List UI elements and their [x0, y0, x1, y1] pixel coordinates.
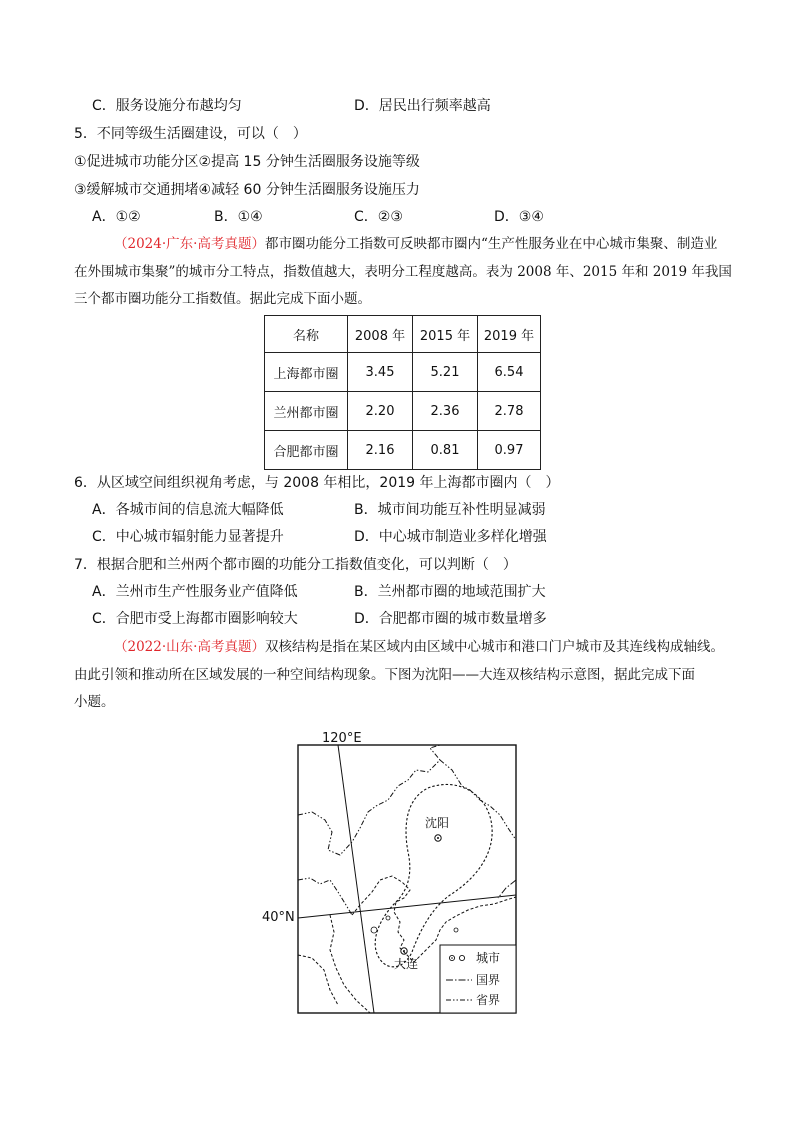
passage1-text1: 都市圈功能分工指数可反映都市圈内“生产性服务业在中心城市集聚、制造业	[264, 236, 718, 252]
island-mark	[454, 928, 458, 932]
q5-statement-line1: ①促进城市功能分区②提高 15 分钟生活圈服务设施等级	[74, 154, 420, 170]
passage2-text1: 双核结构是指在某区域内由区域中心城市和港口门户城市及其连线构成轴线。	[264, 639, 724, 655]
legend-city-label: 城市	[476, 951, 501, 965]
q6-stem: 6．从区域空间组织视角考虑，与 2008 年相比，2019 年上海都市圈内（ ）	[74, 475, 560, 491]
q4-option-d: D．居民出行频率越高	[354, 98, 491, 114]
table-cell: 2.78	[478, 392, 541, 431]
q5-statement-line2: ③缓解城市交通拥堵④减轻 60 分钟生活圈服务设施压力	[74, 182, 420, 198]
table-row	[265, 392, 541, 431]
q6-option-b: B．城市间功能互补性明显减弱	[354, 502, 546, 518]
q7-option-c: C．合肥市受上海都市圈影响较大	[92, 611, 298, 627]
q5-stem: 5．不同等级生活圈建设，可以（ ）	[74, 126, 307, 142]
q5-option-c: C．②③	[354, 209, 403, 225]
coastline-west	[330, 915, 370, 1013]
table-cell: 2.36	[413, 392, 478, 431]
shenyang-city-dot	[437, 837, 439, 839]
table-row	[265, 431, 541, 470]
dalian-label: 大连	[394, 957, 419, 971]
passage2-line3: 小题。	[74, 694, 115, 710]
q4-option-c: C．服务设施分布越均匀	[92, 98, 242, 114]
q7-option-d: D．合肥都市圈的城市数量增多	[354, 611, 547, 627]
table-cell: 6.54	[478, 353, 541, 392]
shenyang-dalian-map	[260, 722, 550, 1020]
table-cell: 3.45	[348, 353, 413, 392]
provincial-border	[298, 745, 516, 915]
passage1-line1	[74, 234, 717, 254]
table-cell: 2.16	[348, 431, 413, 470]
dual-core-region	[375, 784, 492, 966]
table-cell: 0.81	[413, 431, 478, 470]
q7-option-b: B．兰州都市圈的地域范围扩大	[354, 584, 546, 600]
q6-option-d: D．中心城市制造业多样化增强	[354, 529, 547, 545]
legend-national-border-label: 国界	[476, 973, 501, 987]
q5-option-b: B．①④	[214, 209, 263, 225]
table-header-2019: 2019 年	[478, 316, 541, 353]
table-cell: 合肥都市圈	[265, 431, 348, 470]
q7-option-a: A．兰州市生产性服务业产值降低	[92, 584, 298, 600]
passage1-line3: 三个都市圈功能分工指数值。据此完成下面小题。	[74, 291, 371, 307]
table-cell: 2.20	[348, 392, 413, 431]
table-header-2015: 2015 年	[413, 316, 478, 353]
q5-option-d: D．③④	[494, 209, 544, 225]
passage1-line2: 在外围城市集聚”的城市分工特点，指数值越大，表明分工程度越高。表为 2008 年、2015 年和 2019 年我国	[74, 264, 732, 280]
table-cell: 0.97	[478, 431, 541, 470]
q6-option-c: C．中心城市辐射能力显著提升	[92, 529, 284, 545]
parallel-40n	[298, 895, 516, 918]
longitude-label: 120°E	[322, 731, 362, 746]
table-header-2008: 2008 年	[348, 316, 413, 353]
table-row	[265, 353, 541, 392]
shenyang-label: 沈阳	[425, 816, 450, 830]
legend-city-dot	[451, 957, 453, 959]
table-cell: 5.21	[413, 353, 478, 392]
q7-stem: 7．根据合肥和兰州两个都市圈的功能分工指数值变化，可以判断（ ）	[74, 557, 517, 573]
passage2-line1	[74, 637, 724, 657]
coastline-southwest	[298, 955, 338, 1005]
table-header-row	[265, 316, 541, 353]
function-index-table	[264, 315, 541, 470]
passage2-source: （2022·山东·高考真题）	[114, 639, 265, 655]
passage2-line2: 由此引领和推动所在区域发展的一种空间结构现象。下图为沈阳——大连双核结构示意图，据此完成下面	[74, 667, 695, 683]
dalian-city-dot	[403, 950, 405, 952]
q6-option-a: A．各城市间的信息流大幅降低	[92, 502, 284, 518]
table-header-name: 名称	[265, 316, 348, 353]
meridian-120e	[338, 745, 374, 1013]
legend-provincial-border-label: 省界	[476, 993, 501, 1007]
island-mark	[386, 916, 390, 920]
table-cell: 上海都市圈	[265, 353, 348, 392]
island-mark	[371, 927, 377, 933]
latitude-label: 40°N	[262, 910, 295, 925]
q5-option-a: A．①②	[92, 209, 141, 225]
table-cell: 兰州都市圈	[265, 392, 348, 431]
passage1-source: （2024·广东·高考真题）	[114, 236, 265, 252]
